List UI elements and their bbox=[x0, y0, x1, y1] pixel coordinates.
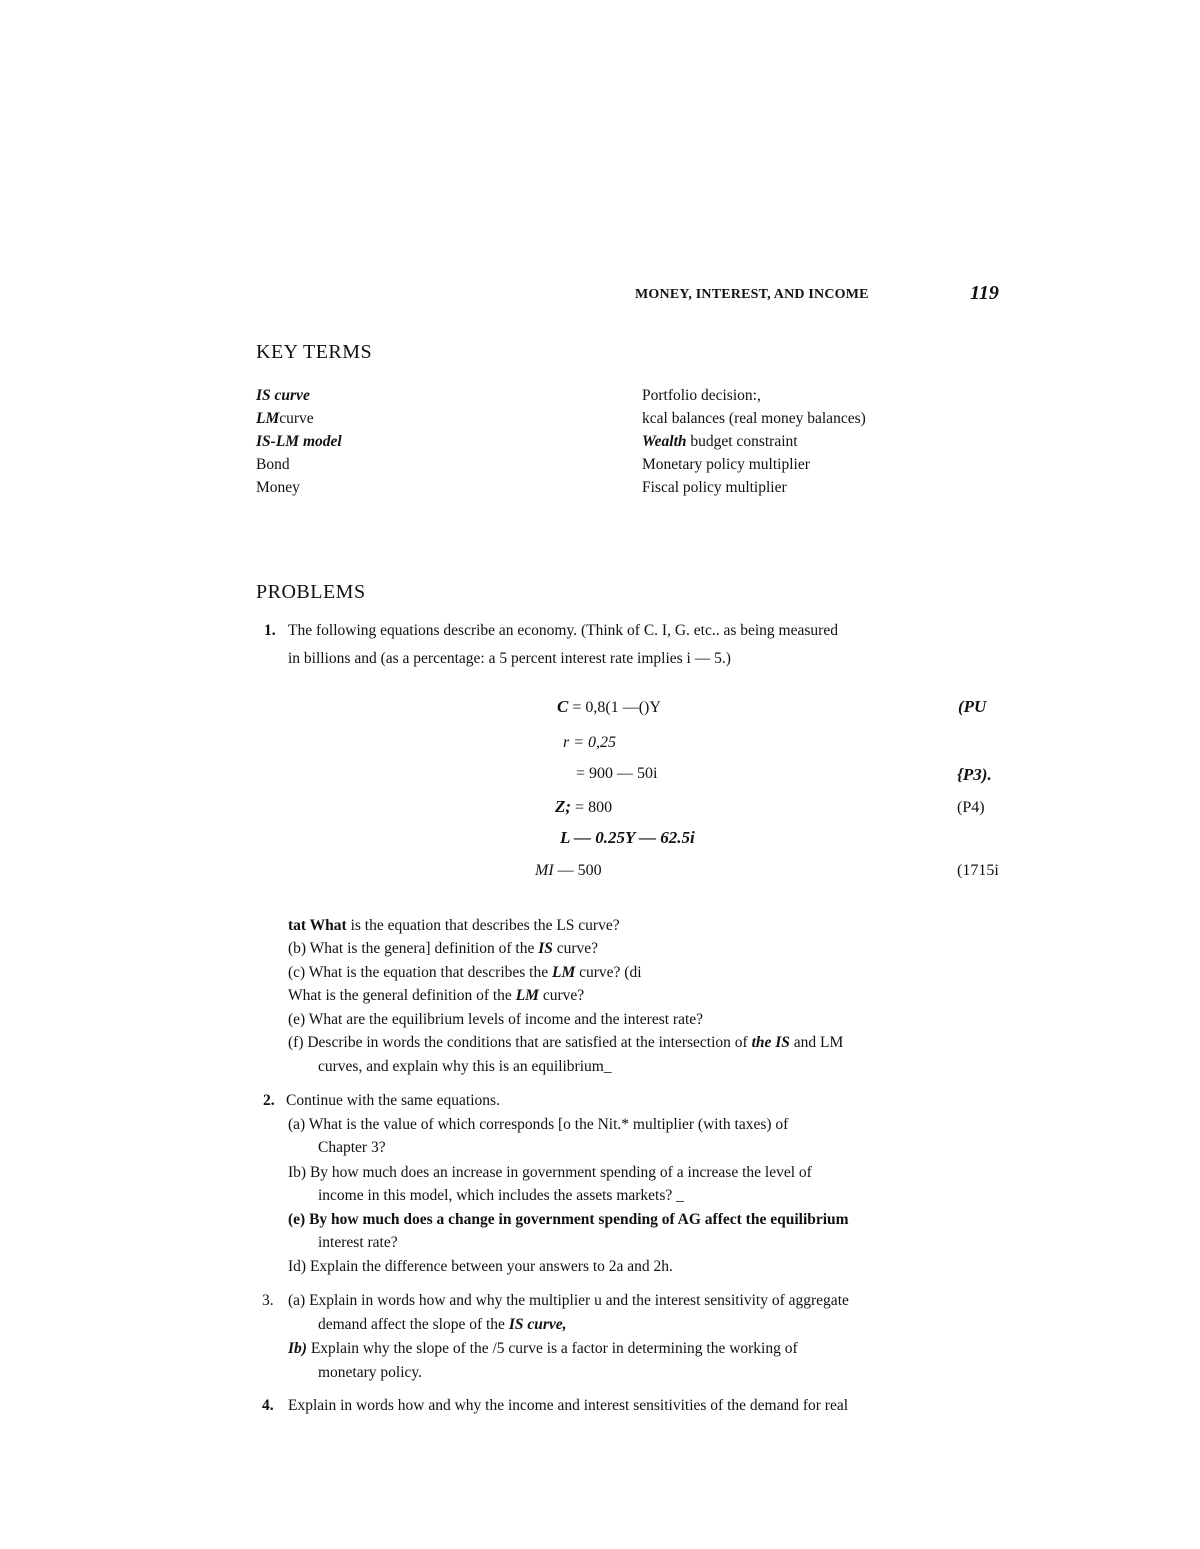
equation-number: (1715i bbox=[957, 862, 999, 879]
problem-part: Chapter 3? bbox=[318, 1139, 386, 1156]
key-term: Wealth budget constraint bbox=[642, 433, 798, 450]
key-term: Bond bbox=[256, 456, 290, 473]
equation: MI — 500 bbox=[535, 862, 602, 879]
problem-part: curves, and explain why this is an equilibrium_ bbox=[318, 1058, 612, 1075]
key-term: Monetary policy multiplier bbox=[642, 456, 810, 473]
key-terms-right-column bbox=[642, 384, 866, 499]
problem-part: Ib) By how much does an increase in government spending of a increase the level of bbox=[288, 1164, 812, 1181]
problem-text: The following equations describe an economy. (Think of C. I, G. etc.. as being measured bbox=[288, 622, 838, 639]
key-term: Fiscal policy multiplier bbox=[642, 479, 787, 496]
key-terms-heading: KEY TERMS bbox=[256, 341, 373, 363]
problem-part: tat What is the equation that describes the LS curve? bbox=[288, 917, 620, 934]
equation: C = 0,8(1 —()Y bbox=[557, 697, 661, 716]
key-term: Money bbox=[256, 479, 300, 496]
problem-part: (e) By how much does a change in government spending of AG affect the equilibrium bbox=[288, 1211, 849, 1228]
problem-part: (b) What is the genera] definition of the IS curve? bbox=[288, 940, 599, 957]
problem-part: interest rate? bbox=[318, 1234, 398, 1251]
problem-number: 3. bbox=[262, 1292, 274, 1309]
problem-part: (f) Describe in words the conditions that are satisfied at the intersection of the IS and LM bbox=[288, 1034, 844, 1051]
equation: r = 0,25 bbox=[563, 734, 617, 751]
key-term: IS curve bbox=[256, 387, 310, 404]
problem-number: 1. bbox=[264, 622, 276, 639]
problem-part: income in this model, which includes the assets markets? _ bbox=[318, 1187, 684, 1204]
equation: = 900 — 50i bbox=[576, 765, 658, 782]
equation-number: {P3). bbox=[957, 765, 992, 784]
problem-part: demand affect the slope of the IS curve, bbox=[318, 1316, 567, 1333]
problem-text: in billions and (as a percentage: a 5 percent interest rate implies i — 5.) bbox=[288, 650, 731, 667]
key-terms-left-column bbox=[256, 384, 342, 499]
problem-part: Id) Explain the difference between your answers to 2a and 2h. bbox=[288, 1258, 673, 1275]
problems-heading: PROBLEMS bbox=[256, 581, 366, 603]
problem-number: 2. bbox=[263, 1092, 275, 1109]
equation-number: (P4) bbox=[957, 799, 985, 816]
key-term: LMcurve bbox=[256, 410, 314, 427]
equation: Z; = 800 bbox=[555, 797, 613, 816]
problem-part: Ib) Explain why the slope of the /5 curve is a factor in determining the working of bbox=[288, 1340, 798, 1357]
key-term: IS-LM model bbox=[256, 433, 342, 450]
running-title: MONEY, INTEREST, AND INCOME bbox=[635, 287, 869, 302]
page-number: 119 bbox=[970, 282, 999, 304]
problem-number: 4. bbox=[262, 1397, 274, 1414]
key-term: kcal balances (real money balances) bbox=[642, 410, 866, 427]
problem-part: (a) Explain in words how and why the multiplier u and the interest sensitivity of aggregate bbox=[288, 1292, 849, 1309]
equation: L — 0.25Y — 62.5i bbox=[560, 828, 695, 847]
problem-part: (e) What are the equilibrium levels of income and the interest rate? bbox=[288, 1011, 704, 1028]
problem-text: Explain in words how and why the income and interest sensitivities of the demand for real bbox=[288, 1397, 849, 1414]
problem-text: Continue with the same equations. bbox=[286, 1092, 500, 1109]
problem-part: monetary policy. bbox=[318, 1364, 423, 1381]
equation-number: (PU bbox=[958, 697, 987, 716]
problem-part: (a) What is the value of which corresponds [o the Nit.* multiplier (with taxes) of bbox=[288, 1116, 789, 1133]
problem-part: (c) What is the equation that describes the LM curve? (di bbox=[288, 964, 642, 981]
problem-part: What is the general definition of the LM curve? bbox=[288, 987, 585, 1004]
key-term: Portfolio decision:, bbox=[642, 387, 761, 404]
